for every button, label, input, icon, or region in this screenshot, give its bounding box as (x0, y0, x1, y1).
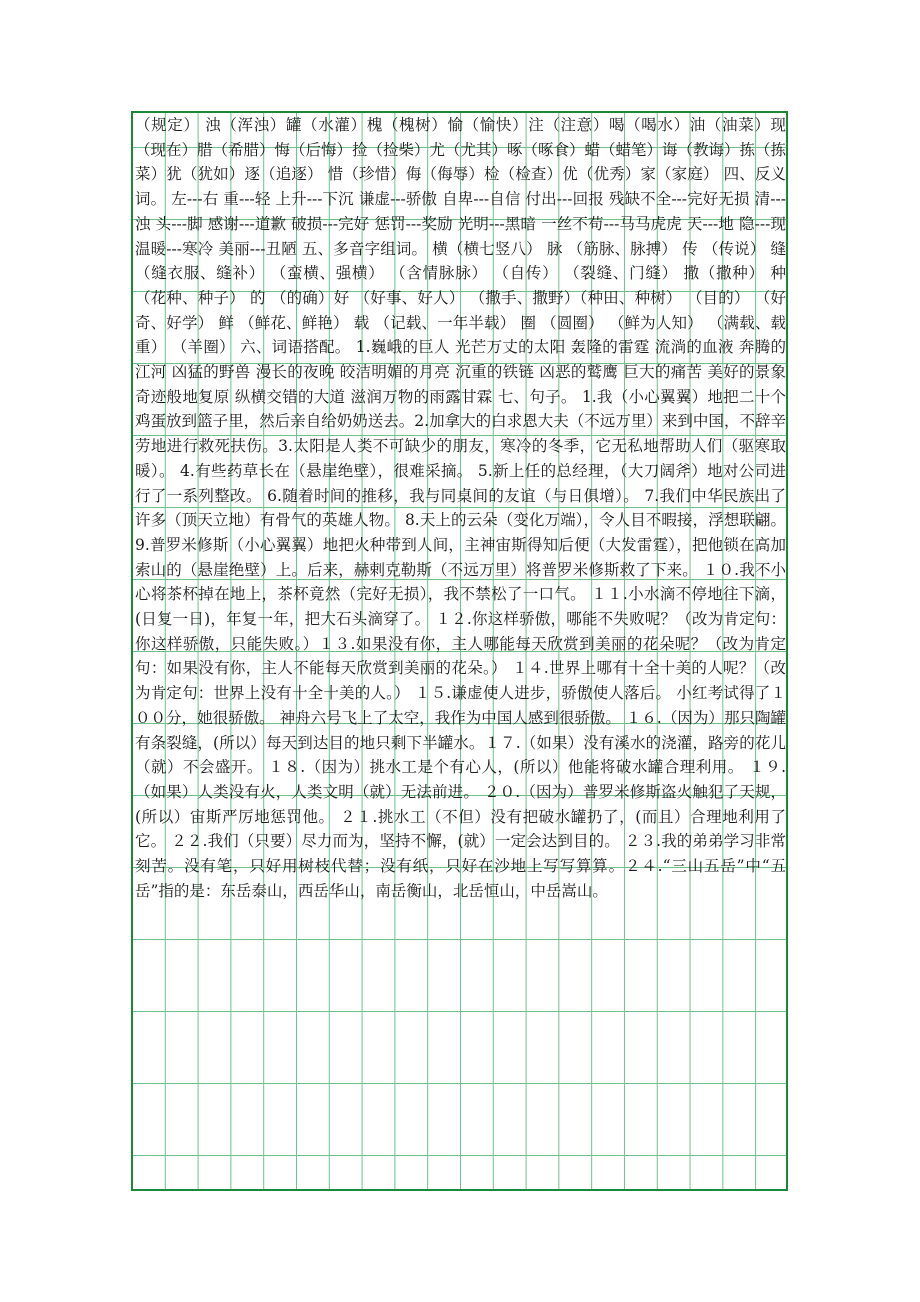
worksheet-body-text: （规定） 浊（浑浊）罐（水灌）槐（槐树）愉（愉快）注（注意）喝（喝水）油（油菜）现（现在）腊（希腊）悔（后悔）捡（捡柴）尤（尤其）啄（啄食）蜡（蜡笔）诲（教诲）拣（拣菜）犹（犹如）逐（追逐） 惜（珍惜）侮（侮辱）检（检查）优（优秀）家（家庭） 四、反义词。 左---右 重---轻 上升---下沉 谦虚---骄傲 自卑---自信 付出---回报 残缺不全---完好无损 清---浊 头---脚 感谢---道歉 破损---完好 惩罚---奖励 光明---黑暗 一丝不苟---马马虎虎 天---地 隐---现 温暖---寒冷 美丽---丑陋 五、多音字组词。 横（横七竖八） 脉 （筋脉、脉搏） 传 （传说） 缝 （缝衣服、缝补） （蛮横、强横） （含情脉脉） （自传） （裂缝、门缝） 撒（撒种） 种 （花种、种子） 的 （的确）好 （好事、好人） （撒手、撒野）（种田、种树） （目的） （好奇、好学） 鲜 （鲜花、鲜艳） 载 （记载、一年半载） 圈 （圆圈） （鲜为人知） （满载、载重） （羊圈） 六、词语搭配。 1.巍峨的巨人 光芒万丈的太阳 轰隆的雷霆 流淌的血液 奔腾的江河 凶猛的野兽 漫长的夜晚 皎洁明媚的月亮 沉重的铁链 凶恶的鹫鹰 巨大的痛苦 美好的景象 奇迹般地复原 纵横交错的大道 滋润万物的雨露甘霖 七、句子。 1.我（小心翼翼）地把二十个鸡蛋放到篮子里，然后亲自给奶奶送去。2.加拿大的白求恩大夫（不远万里）来到中国，不辞辛劳地进行救死扶伤。3.太阳是人类不可缺少的朋友，寒冷的冬季，它无私地帮助人们（驱寒取暖）。 4.有些药草长在（悬崖绝壁），很难采摘。 5.新上任的总经理，（大刀阔斧）地对公司进行了一系列整改。 6.随着时间的推移，我与同桌间的友谊（与日俱增）。 7.我们中华民族出了许多（顶天立地）有骨气的英雄人物。 8.天上的云朵（变化万端），令人目不暇接，浮想联翩。 9.普罗米修斯（小心翼翼）地把火种带到人间，主神宙斯得知后便（大发雷霆），把他锁在高加 索山的（悬崖绝壁）上。后来，赫剌克勒斯（不远万里）将普罗米修斯救了下来。 １０.我不小心将茶杯掉在地上，茶杯竟然（完好无损），我不禁松了一口气。 １１.小水滴不停地往下滴，(日复一日)，年复一年，把大石头滴穿了。 １２.你这样骄傲，哪能不失败呢？（改为肯定句：你这样骄傲，只能失败。）１３.如果没有你，主人哪能每天欣赏到美丽的花朵呢？（改为肯定句：如果没有你，主人不能每天欣赏到美丽的花朵。） １４.世界上哪有十全十美的人呢？（改为肯定句：世界上没有十全十美的人。） １５.谦虚使人进步，骄傲使人落后。 小红考试得了１００分，她很骄傲。 神舟六号飞上了太空，我作为中国人感到很骄傲。 １６.（因为）那只陶罐有条裂缝，(所以）每天到达目的地只剩下半罐水。１７.（如果）没有溪水的浇灌，路旁的花儿（就）不会盛开。 １８.（因为）挑水工是个有心人，(所以）他能将破水罐合理利用。 １９.（如果）人类没有火，人类文明（就）无法前进。 ２０.（因为）普罗米修斯盗火触犯了天规，(所以）宙斯严厉地惩罚他。 ２１.挑水工（不但）没有把破水罐扔了，(而且）合理地利用了它。 ２２.我们（只要）尽力而为，坚持不懈，(就）一定会达到目的。 ２３.我的弟弟学习非常刻苦。没有笔，只好用树枝代替；没有纸，只好在沙地上写写算算。２４.“三山五岳”中“五岳”指的是：东岳泰山，西岳华山，南岳衡山，北岳恒山，中岳嵩山。 (135, 116, 787, 900)
grid-worksheet-page (131, 111, 788, 1191)
